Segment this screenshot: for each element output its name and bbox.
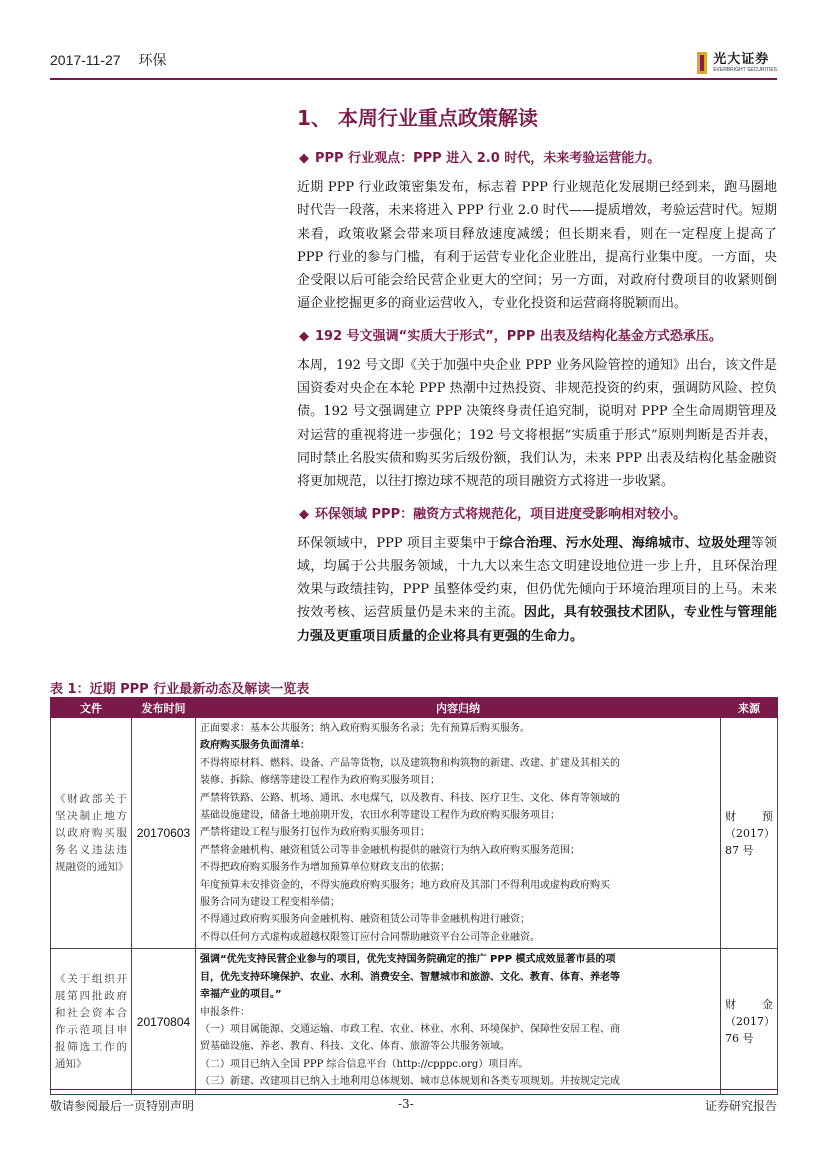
content-line: 年度预算未安排资金的，不得实施政府购买服务；地方政府及其部门不得利用或虚构政府购买 [200, 879, 610, 891]
content-line: 严禁将铁路、公路、机场、通讯、水电煤气，以及教育、科技、医疗卫生、文化、体育等领域的 [200, 792, 620, 804]
column-header: 发布时间 [132, 698, 196, 718]
broker-logo [697, 52, 777, 74]
table-header-row [51, 698, 778, 718]
date-cell: 20170804 [132, 949, 196, 1095]
footer-rule [50, 1089, 777, 1090]
paragraph: 近期 PPP 行业政策密集发布，标志着 PPP 行业规范化发展期已经到来，跑马圈地时代告一段落，未来将进入 PPP 行业 2.0 时代——提质增效，考验运营时代。短期来看，政策收紧会带来项目释放速度减缓；但长期来看，则在一定程度上提高了 PPP 行业的参与门槛，有利于运营专业化企业胜出，提高行业集中度。一方面，央企受限以后可能会给民营企业更大的空间；另一方面，对政府付费项目的收紧则倒逼企业挖掘更多的商业运营收入，专业化投资和运营商将脱颖而出。 [297, 180, 777, 312]
content-line: 不得把政府购买服务作为增加预算单位财政支出的依据； [200, 862, 450, 874]
column-header: 内容归纳 [196, 698, 721, 718]
logo-mark-icon [697, 52, 707, 74]
diamond-icon: ◆ [299, 506, 309, 522]
content-line: 强调“优先支持民营企业参与的项目，优先支持国务院确定的推广 PPP 模式成效显著市县的项 [200, 954, 616, 966]
diamond-icon: ◆ [299, 151, 309, 166]
content-line: 贸基础设施、养老、教育、科技、文化、体育、旅游等公共服务领域。 [200, 1041, 510, 1053]
logo-name-en: EVERBRIGHT SECURITIES [713, 67, 777, 73]
table-caption: 表 1：近期 PPP 行业最新动态及解读一览表 [50, 682, 310, 697]
report-header [50, 50, 180, 70]
content-line: 不得通过政府购买服务向金融机构、融资租赁公司等非金融机构进行融资； [200, 914, 530, 926]
header-rule [50, 78, 777, 80]
table-row [51, 949, 778, 1095]
emphasis-text: 因此，具有较强技术团队，专业性与管理能力强及更重项目质量的企业将具有更强的生命力。 [297, 605, 777, 644]
bullet-heading: ◆ PPP 行业观点：PPP 进入 2.0 时代，未来考验运营能力。 [299, 151, 661, 166]
logo-name-cn: 光大证券 [713, 52, 770, 67]
content-line: （二）项目已纳入全国 PPP 综合信息平台（http://cpppc.org）项目库。 [200, 1058, 529, 1070]
section-title: 1、 本周行业重点政策解读 [297, 106, 538, 130]
content-line: 不得以任何方式虚构或超越权限签订应付合同帮助融资平台公司等企业融资。 [200, 931, 540, 943]
file-cell: 《财政部关于坚决制止地方以政府购买服务名义违法违规融资的通知》 [51, 718, 132, 949]
file-cell: 《关于组织开展第四批政府和社会资本合作示范项目申报筛选工作的通知》 [51, 949, 132, 1095]
date-cell: 20170603 [132, 718, 196, 949]
footer-disclaimer: 敬请参阅最后一页特别声明 [50, 1099, 195, 1113]
content-line: 严禁将金融机构、融资租赁公司等非金融机构提供的融资行为纳入政府购买服务范围； [200, 844, 580, 856]
content-line: 严禁将建设工程与服务打包作为政府购买服务项目； [200, 827, 430, 839]
footer-report-type: 证券研究报告 [704, 1099, 777, 1113]
content-line: 政府购买服务负面清单： [200, 740, 310, 752]
emphasis-text: 综合治理、污水处理、海绵城市、垃圾处理 [499, 535, 751, 551]
content-line: 服务合同为建设工程变相举债； [200, 897, 340, 909]
bullet-heading: ◆ 环保领域 PPP：融资方式将规范化，项目进度受影响相对较小。 [299, 506, 687, 522]
report-category: 环保 [138, 52, 167, 68]
report-date: 2017-11-27 [50, 52, 121, 68]
content-line: 正面要求：基本公共服务；纳入政府购买服务名录；先有预算后购买服务。 [200, 723, 530, 734]
content-line: 目，优先支持环境保护、农业、水利、消费安全、智慧城市和旅游、文化、教育、体育、养老等 [200, 971, 620, 983]
content-cell [196, 718, 721, 949]
main-content [297, 96, 777, 657]
content-line: 申报条件： [200, 1006, 250, 1018]
content-line: （三）新建、改建项目已纳入土地利用总体规划、城市总体规划和各类专项规划。并按规定完成 [200, 1076, 620, 1088]
column-header: 来源 [721, 698, 778, 718]
page-number: -3- [398, 1097, 414, 1111]
source-cell: 财 金 （2017） 76 号 [721, 949, 778, 1095]
content-line: （一）项目属能源、交通运输、市政工程、农业、林业、水利、环境保护、保障性安居工程、商 [200, 1023, 620, 1035]
policy-table [50, 697, 778, 1095]
content-line: 基础设施建设，储备土地前期开发，农田水利等建设工程作为政府购买服务项目； [200, 810, 560, 822]
diamond-icon: ◆ [299, 328, 309, 344]
content-cell [196, 949, 721, 1095]
source-cell: 财 预 （2017） 87 号 [721, 718, 778, 949]
content-line: 幸福产业的项目。” [200, 989, 282, 1001]
bullet-heading: ◆ 192 号文强调“实质大于形式”，PPP 出表及结构化基金方式恐承压。 [299, 328, 722, 344]
paragraph: 环保领域中，PPP 项目主要集中于综合治理、污水处理、海绵城市、垃圾处理等领域，均属于公共服务领域，十九大以来生态文明建设地位进一步上升，且环保治理效果与政绩挂钩，PPP 虽整体受约束，但仍优先倾向于环境治理项目的上马。未来按效考核、运营质量仍是未来的主流。因此，具有较强技术团队，专业性与管理能力强及更重项目质量的企业将具有更强的生命力。 [297, 535, 777, 644]
paragraph: 本周，192 号文即《关于加强中央企业 PPP 业务风险管控的通知》出台，该文件是国资委对央企在本轮 PPP 热潮中过热投资、非规范投资的约束，强调防风险、控负债。192 号文强调建立 PPP 决策终身责任追究制，说明对 PPP 全生命周期管理及对运营的重视将进一步强化；192 号文将根据“实质重于形式”原则判断是否并表，同时禁止名股实债和购买劣后级份额，我们认为，未来 PPP 出表及结构化基金融资将更加规范，以往打擦边球不规范的项目融资方式将进一步收紧。 [297, 357, 777, 490]
column-header: 文件 [51, 698, 132, 718]
table-row [51, 718, 778, 949]
content-line: 不得将原材料、燃料、设备、产品等货物，以及建筑物和构筑物的新建、改建、扩建及其相关的 [200, 757, 620, 769]
content-line: 装修、拆除、修缮等建设工程作为政府购买服务项目； [200, 775, 440, 787]
